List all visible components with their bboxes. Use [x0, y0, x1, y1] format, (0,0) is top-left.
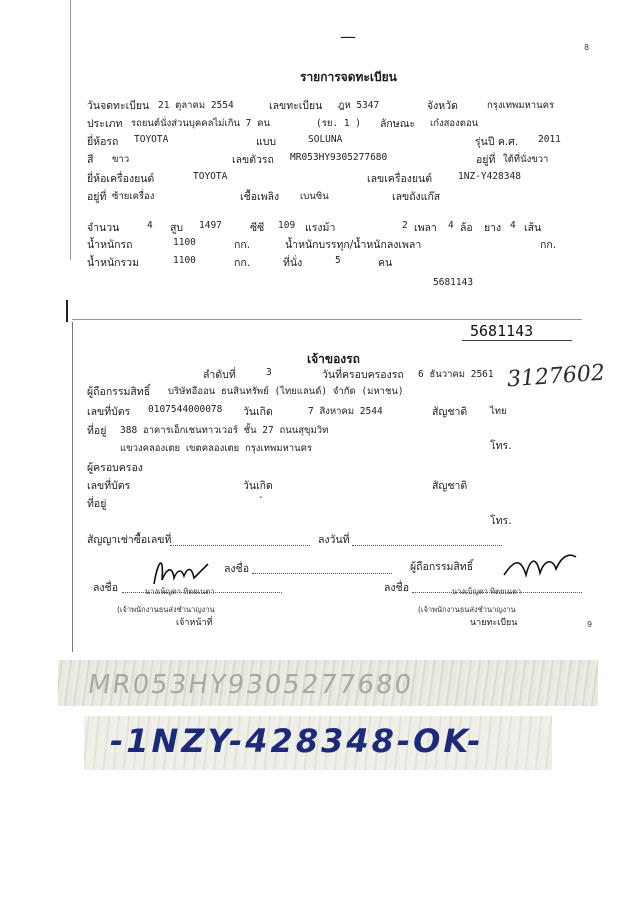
top-dash: — [340, 27, 356, 46]
gas-tank-label: เลขถังแก๊ส [392, 191, 441, 203]
owner-title: เจ้าของรถ [307, 352, 360, 366]
owner-birth-label: วันเกิด [243, 406, 273, 418]
tire-value: 4 [510, 220, 516, 231]
chassis-label: เลขตัวรถ [232, 154, 274, 166]
tire-unit: เส้น [524, 222, 542, 234]
axle-label: เพลา [414, 222, 437, 234]
right-officer-role: นายทะเบียน [470, 618, 518, 628]
possession-date-value: 6 ธันวาคม 2561 [418, 369, 494, 380]
owner-birth-value: 7 สิงหาคม 2544 [308, 406, 383, 417]
weight-value: 1100 [173, 237, 196, 248]
page-number-bottom: 9 [587, 620, 593, 629]
contract-label: สัญญาเช่าซื้อเลขที่ [87, 534, 172, 546]
possessor-id-label: เลขที่บัตร [87, 480, 131, 492]
engine-brand-value: TOYOTA [193, 171, 228, 182]
sign-dotted-line-1 [252, 573, 392, 574]
owner-address-line1: 388 อาคารเอ็กเชนทาวเวอร์ ชั้น 27 ถนนสุขุมวิท [120, 425, 329, 436]
left-signature-scribble [148, 550, 218, 590]
fuel-value: เบนซิน [300, 191, 329, 202]
handwritten-number: 3127602 [506, 360, 606, 393]
chassis-loc-value: ใต้ที่นั่งขวา [503, 154, 549, 165]
plate-label: เลขทะเบียน [269, 100, 323, 112]
engine-loc-label: อยู่ที่ [87, 191, 107, 203]
contract-date-dotted-line [352, 545, 502, 546]
year-value: 2011 [538, 134, 561, 145]
province-value: กรุงเทพมหานคร [487, 100, 555, 111]
contract-date-label: ลงวันที่ [318, 534, 350, 546]
scan-edge-top-left [70, 0, 71, 260]
section-divider [72, 319, 582, 320]
brand-label: ยี่ห้อรถ [87, 136, 119, 148]
cc-value: 1497 [199, 220, 222, 231]
wheel-label: ล้อ [460, 222, 473, 234]
color-label: สี [87, 154, 94, 166]
seats-label: ที่นั่ง [283, 257, 303, 269]
owner-stamp-number: 5681143 [470, 322, 534, 340]
possessor-address-mark: - [258, 492, 264, 503]
owner-address-label: ที่อยู่ [87, 425, 107, 437]
axle-value: 2 [402, 220, 408, 231]
year-label: รุ่นปี ค.ศ. [475, 136, 519, 148]
reg-date-label: วันจดทะเบียน [87, 100, 150, 112]
type-code-value: (รย. 1 ) [316, 118, 361, 129]
plate-value: ฎห 5347 [338, 100, 380, 111]
seats-value: 5 [335, 255, 341, 266]
wheel-value: 4 [448, 220, 454, 231]
right-officer-position: (เจ้าพนักงานธนส่งชำนาญงาน [418, 605, 516, 614]
engine-loc-value: ซ้ายเครื่อง [112, 191, 155, 202]
reference-number: 5681143 [433, 277, 474, 288]
seats-unit: คน [378, 257, 393, 269]
owner-phone-label: โทร. [490, 440, 512, 452]
owner-nationality-value: ไทย [490, 406, 507, 417]
load-label: น้ำหนักบรรทุก/น้ำหนักลงเพลา [285, 239, 422, 251]
chassis-rubbing-text: MR053HY9305277680 [85, 670, 416, 700]
hp-value: 109 [278, 220, 296, 231]
owner-nationality-label: สัญชาติ [432, 406, 468, 418]
right-signature-scribble [500, 545, 580, 585]
sign-label-1: ลงชื่อ [224, 563, 249, 575]
character-value: เก๋งสองตอน [430, 118, 479, 129]
load-unit: กก. [540, 239, 557, 251]
contract-dotted-line [170, 545, 310, 546]
hp-label: แรงม้า [305, 222, 336, 234]
sign-label-3: ลงชื่อ [93, 582, 118, 594]
scan-edge-owner [72, 322, 73, 652]
registration-title: รายการจดทะเบียน [300, 70, 397, 84]
engine-brand-label: ยี่ห้อเครื่องยนต์ [87, 173, 155, 185]
brand-value: TOYOTA [134, 134, 169, 145]
gross-unit: กก. [234, 257, 251, 269]
color-value: ขาว [112, 154, 130, 165]
weight-label: น้ำหนักรถ [87, 239, 133, 251]
model-value: SOLUNA [308, 134, 343, 145]
chassis-loc-label: อยู่ที่ [476, 154, 496, 166]
engine-rubbing-tape [84, 716, 552, 770]
cc-label: ซีซี [250, 222, 265, 234]
owner-value: บริษัทอีออน ธนสินทรัพย์ (ไทยแลนด์) จำกัด (มหาชน) [168, 386, 404, 397]
count-label: จำนวน [87, 222, 120, 234]
owner-address-line2: แขวงคลองเตย เขตคลองเตย กรุงเทพมหานคร [120, 443, 313, 454]
possessor-birth-label: วันเกิด [243, 480, 273, 492]
owner-id-label: เลขที่บัตร [87, 406, 131, 418]
possessor-nationality-label: สัญชาติ [432, 480, 468, 492]
sign-label-4: ลงชื่อ [384, 582, 409, 594]
possessor-phone-label: โทร. [490, 515, 512, 527]
fuel-label: เชื้อเพลิง [240, 191, 280, 203]
engine-no-label: เลขเครื่องยนต์ [367, 173, 433, 185]
count-value: 4 [147, 220, 153, 231]
tire-label: ยาง [484, 222, 502, 234]
order-value: 3 [266, 367, 272, 378]
owner-id-value: 0107544000078 [148, 404, 223, 415]
gross-label: น้ำหนักรวม [87, 257, 139, 269]
character-label: ลักษณะ [380, 118, 416, 130]
right-officer-name: นางเบ็ญตา ทิตยเนตา [452, 587, 522, 596]
possessor-address-label: ที่อยู่ [87, 498, 107, 510]
left-officer-position: (เจ้าพนักงานธนส่งชำนาญงาน [117, 605, 215, 614]
holder-label: ผู้ถือกรรมสิทธิ์ [410, 561, 474, 573]
model-label: แบบ [256, 136, 277, 148]
possessor-label: ผู้ครอบครอง [87, 462, 143, 474]
page-number-top: 8 [584, 43, 590, 52]
cyl-label: สูบ [170, 222, 184, 234]
type-value: รถยนต์นั่งส่วนบุคคลไม่เกิน 7 คน [131, 118, 270, 129]
type-label: ประเภท [87, 118, 123, 130]
engine-rubbing-text: -1NZY-428348-OK- [110, 722, 484, 760]
owner-label: ผู้ถือกรรมสิทธิ์ [87, 386, 151, 398]
chassis-value: MR053HY9305277680 [290, 152, 388, 163]
left-officer-name: นางเพ็ญตา ทิตยเนตา [145, 587, 215, 596]
order-label: ลำดับที่ [203, 369, 236, 381]
possession-date-label: วันที่ครอบครองรถ [322, 369, 404, 381]
reg-date-value: 21 ตุลาคม 2554 [158, 100, 234, 111]
chassis-rubbing-tape [58, 660, 598, 706]
left-officer-role: เจ้าหน้าที่ [176, 618, 213, 628]
gross-value: 1100 [173, 255, 196, 266]
engine-no-value: 1NZ-Y428348 [458, 171, 521, 182]
province-label: จังหวัด [427, 100, 458, 112]
scan-edge-mid-left [66, 300, 68, 322]
owner-stamp-rule [462, 340, 572, 341]
weight-unit: กก. [234, 239, 251, 251]
